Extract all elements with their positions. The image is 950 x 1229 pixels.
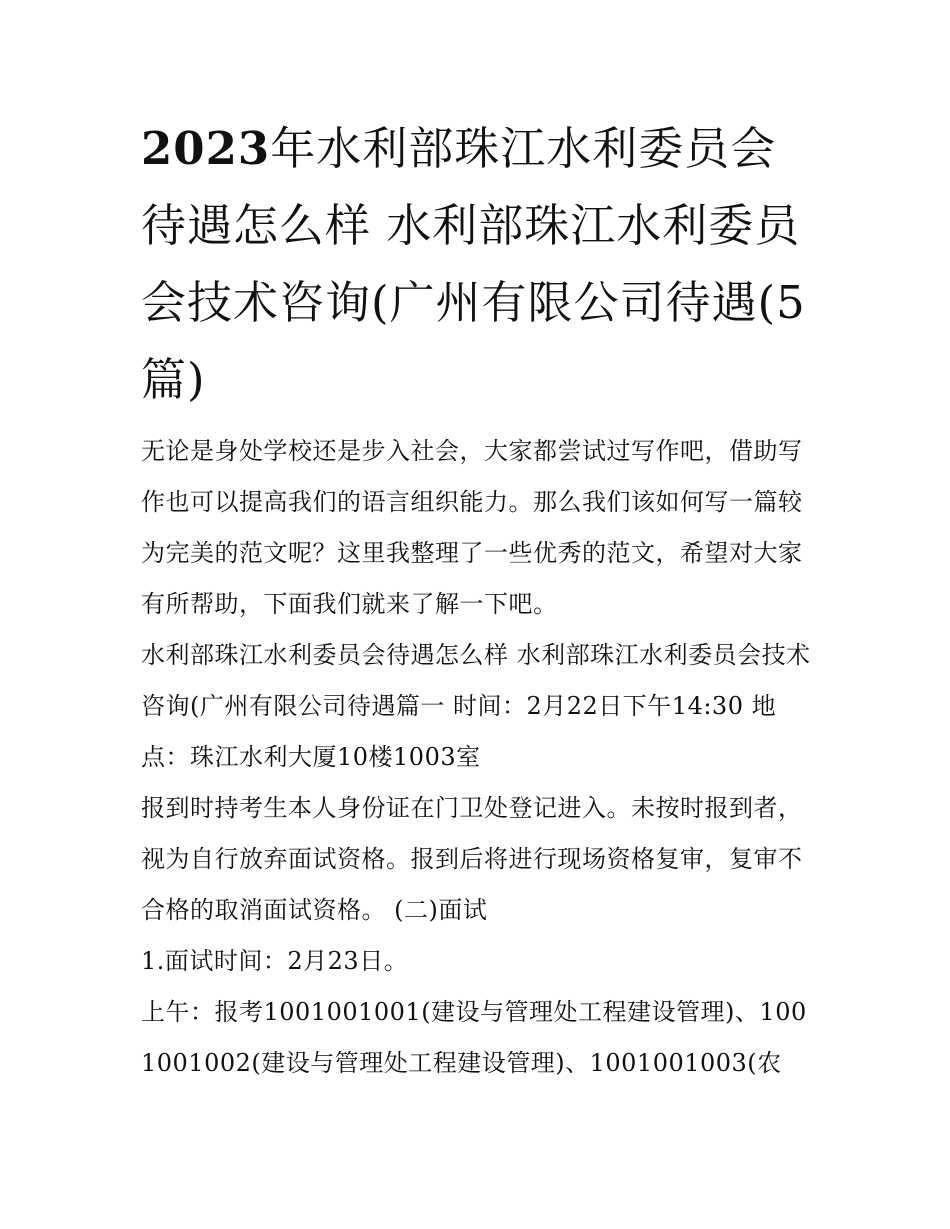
title-year: 2023 <box>141 122 271 175</box>
morning-schedule-paragraph: 上午：报考1001001001(建设与管理处工程建设管理)、1001001002(建设与管理处工程建设管理)、1001001003(农 <box>141 998 807 1077</box>
intro-paragraph: 无论是身处学校还是步入社会，大家都尝试过写作吧，借助写作也可以提高我们的语言组织能力。那么我们该如何写一篇较为完美的范文呢？这里我整理了一些优秀的范文，希望对大家有所帮助，下面我们就来了解一下吧。 <box>141 437 803 618</box>
document-body <box>141 110 821 1089</box>
registration-paragraph: 报到时持考生本人身份证在门卫处登记进入。未按时报到者，视为自行放弃面试资格。报到后将进行现场资格复审，复审不合格的取消面试资格。 (二)面试 <box>141 794 803 924</box>
interview-time-paragraph: 1.面试时间：2月23日。 <box>141 947 409 975</box>
document-title: 2023年水利部珠江水利委员会待遇怎么样 水利部珠江水利委员会技术咨询(广州有限公司待遇(5篇) <box>141 122 806 406</box>
article-heading-paragraph: 水利部珠江水利委员会待遇怎么样 水利部珠江水利委员会技术咨询(广州有限公司待遇篇一 时间：2月22日下午14:30 地点：珠江水利大厦10楼1003室 <box>141 641 811 771</box>
